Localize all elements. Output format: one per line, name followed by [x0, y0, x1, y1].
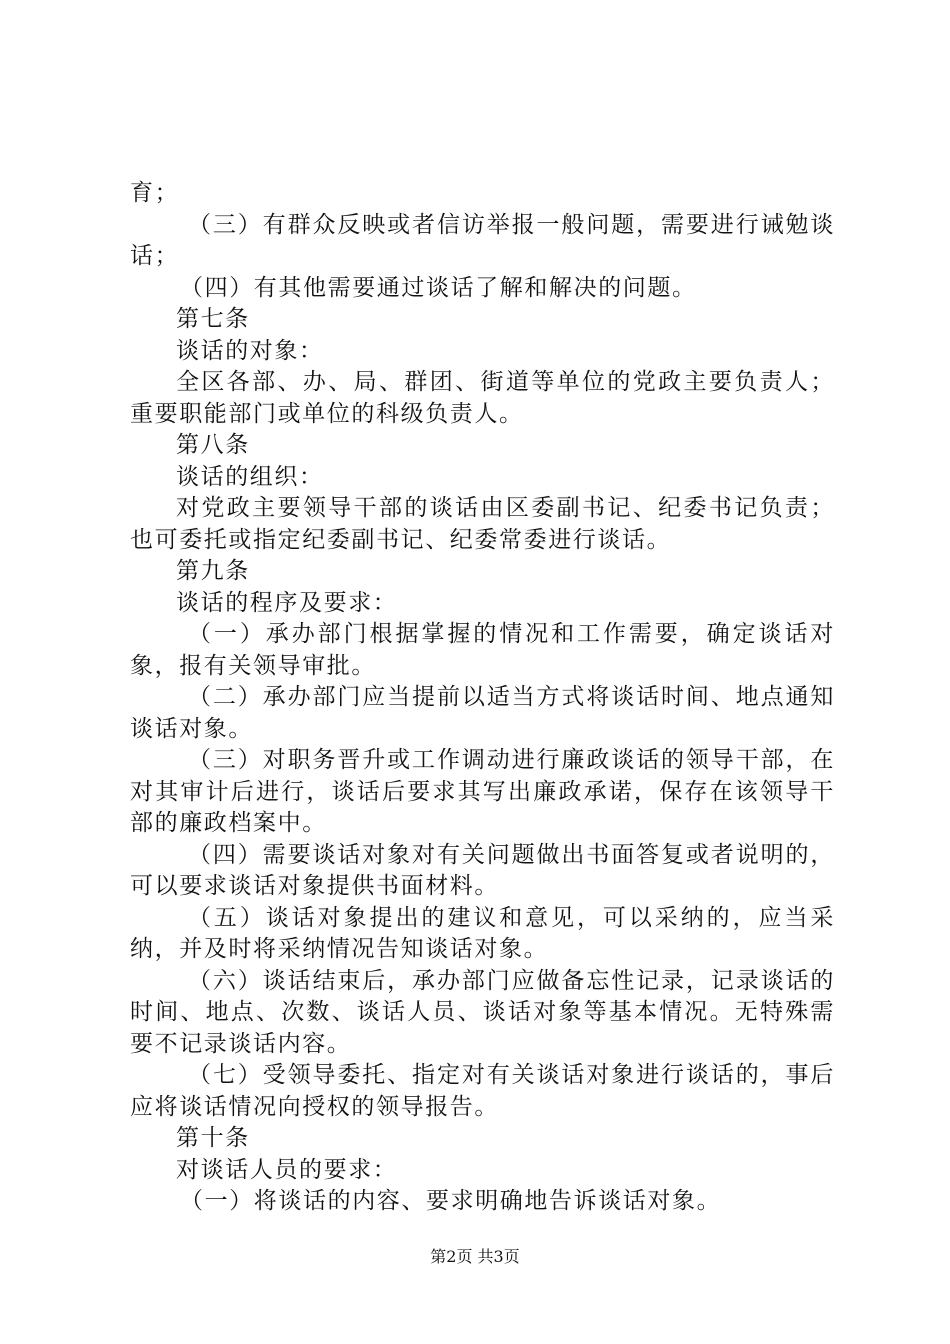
paragraph: 谈话的程序及要求：	[176, 589, 398, 616]
paragraph: 对谈话人员的要求：	[176, 1156, 398, 1183]
paragraph: （四）需要谈话对象对有关问题做出书面答复或者说明的，可以要求谈话对象提供书面材料。	[130, 841, 835, 899]
paragraph: 对党政主要领导干部的谈话由区委副书记、纪委书记负责；也可委托或指定纪委副书记、纪委常委进行谈话。	[130, 495, 835, 553]
paragraph: （六）谈话结束后，承办部门应做备忘性记录，记录谈话的时间、地点、次数、谈话人员、谈话对象等基本情况。无特殊需要不记录谈话内容。	[130, 967, 835, 1057]
paragraph: （五）谈话对象提出的建议和意见，可以采纳的，应当采纳，并及时将采纳情况告知谈话对象。	[130, 904, 835, 962]
paragraph: 全区各部、办、局、群团、街道等单位的党政主要负责人；重要职能部门或单位的科级负责人。	[130, 369, 835, 427]
paragraph: （七）受领导委托、指定对有关谈话对象进行谈话的，事后应将谈话情况向授权的领导报告。	[130, 1062, 835, 1120]
paragraph: （三）对职务晋升或工作调动进行廉政谈话的领导干部，在对其审计后进行，谈话后要求其写出廉政承诺，保存在该领导干部的廉政档案中。	[130, 747, 835, 836]
paragraph: 谈话的组织：	[176, 463, 324, 490]
paragraph: （一）承办部门根据掌握的情况和工作需要，确定谈话对象，报有关领导审批。	[130, 621, 835, 679]
paragraph: 第八条	[176, 432, 250, 458]
paragraph: 育；	[130, 180, 180, 206]
paragraph: （三）有群众反映或者信访举报一般问题，需要进行诫勉谈话；	[130, 211, 835, 269]
paragraph: 第七条	[176, 306, 250, 332]
paragraph: （一）将谈话的内容、要求明确地告诉谈话对象。	[180, 1188, 722, 1214]
paragraph: 第九条	[176, 558, 250, 584]
document-body	[130, 178, 835, 1218]
paragraph: （四）有其他需要通过谈话了解和解决的问题。	[180, 274, 697, 301]
paragraph: 第十条	[176, 1125, 250, 1151]
paragraph: 谈话的对象：	[176, 337, 324, 364]
paragraph: （二）承办部门应当提前以适当方式将谈话时间、地点通知谈话对象。	[130, 684, 835, 742]
page-footer: 第2页 共3页	[430, 1247, 520, 1266]
